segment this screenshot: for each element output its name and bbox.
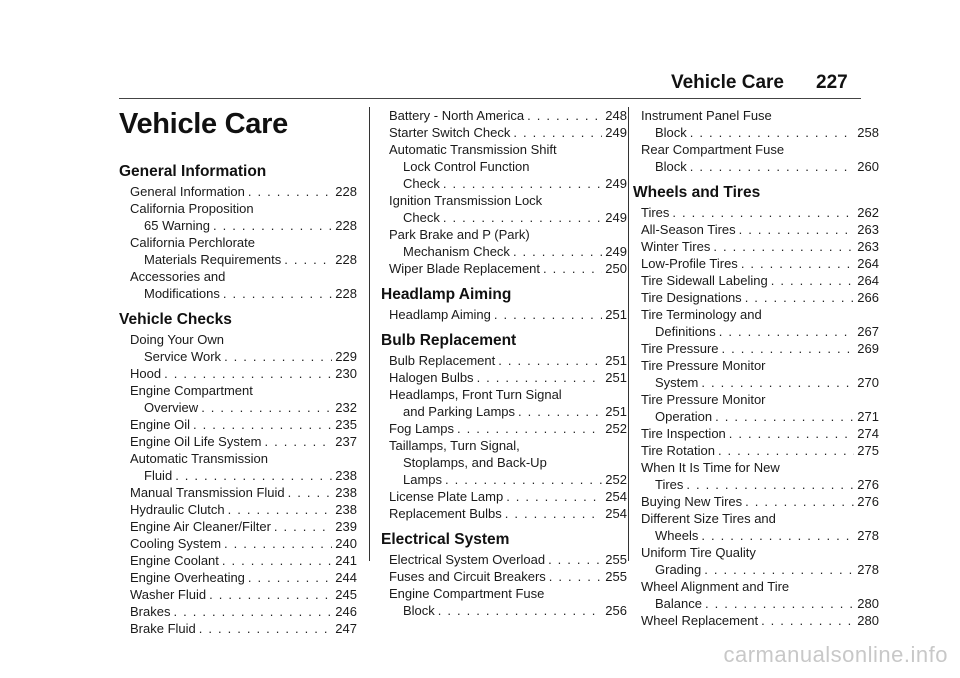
toc-entry-text: Engine Coolant [130,553,219,568]
dot-leader [513,243,602,260]
toc-entry-text: Replacement Bulbs [389,506,502,521]
column-divider-1 [369,107,370,561]
toc-entry-text: California Perchlorate [130,235,256,250]
toc-entry[interactable] [641,204,879,221]
toc-entry[interactable] [641,391,879,425]
dot-leader [248,569,332,586]
toc-entry[interactable] [641,340,879,357]
toc-entry[interactable] [119,603,357,620]
toc-entry-text: Low-Profile Tires [641,256,738,271]
toc-page-number: 228 [335,252,357,267]
toc-entry[interactable] [119,620,357,637]
running-header-title: Vehicle Care [670,72,784,93]
dot-leader [248,183,332,200]
dot-leader [274,518,332,535]
toc-entry-text: Starter Switch Check [389,125,511,140]
toc-entry[interactable] [389,386,627,420]
toc-page-number: 246 [335,604,357,619]
dot-leader [745,493,854,510]
section-title: Wheels and Tires [633,184,761,201]
toc-entry-text: Cooling System [130,536,222,551]
section-title: Vehicle Checks [119,311,232,328]
toc-page-number: 241 [335,553,357,568]
toc-page-number: 255 [605,569,627,584]
section-title: Bulb Replacement [381,332,517,349]
dot-leader [505,505,603,522]
dot-leader [719,323,855,340]
dot-leader [209,586,332,603]
toc-entry-text: Mechanism Check [403,244,510,259]
toc-page-number: 252 [605,472,627,487]
toc-entry-text: Tire Pressure [641,341,719,356]
toc-entry-text: Buying New Tires [641,494,743,509]
toc-page-number: 255 [605,552,627,567]
toc-page-number: 276 [857,477,879,492]
toc-entry-text: Bulb Replacement [389,353,496,368]
toc-entry-text: Block [655,159,687,174]
toc-entry[interactable] [119,268,357,302]
header-divider [119,98,861,99]
toc-entry[interactable] [119,501,357,518]
watermark: carmanualsonline.info [723,642,948,667]
dot-leader [498,352,602,369]
toc-page-number: 229 [335,349,357,364]
toc-entry[interactable] [389,488,627,505]
toc-entry-text: Automatic Transmission Shift [389,142,557,157]
toc-entry-text: Automatic Transmission [130,451,268,466]
toc-entry-text: Headlamp Aiming [389,307,491,322]
dot-leader [771,272,855,289]
toc-page-number: 263 [857,239,879,254]
toc-entry[interactable] [389,260,627,277]
toc-column-3 [633,107,879,629]
toc-page-number: 251 [605,370,627,385]
toc-page-number: 269 [857,341,879,356]
toc-entry-text: Doing Your Own [130,332,224,347]
toc-entry-text: and Parking Lamps [403,404,516,419]
toc-entry-text: Park Brake and P (Park) [389,227,530,242]
toc-entry-text: Brakes [130,604,171,619]
toc-page-number: 247 [335,621,357,636]
dot-leader [729,425,855,442]
dot-leader [549,568,603,585]
toc-entry[interactable] [389,437,627,488]
dot-leader [288,484,333,501]
toc-entry-text: Engine Oil Life System [130,434,262,449]
toc-page-number: 254 [605,506,627,521]
toc-column-2 [381,107,627,619]
toc-entry[interactable] [119,433,357,450]
toc-entry[interactable] [641,544,879,578]
toc-page-number: 274 [857,426,879,441]
dot-leader [701,374,854,391]
toc-page-number: 262 [857,205,879,220]
toc-entry-text: Wiper Blade Replacement [389,261,541,276]
toc-page-number: 251 [605,404,627,419]
toc-entry[interactable] [389,192,627,226]
toc-entry-text: Tire Rotation [641,443,715,458]
section-title: Headlamp Aiming [381,286,512,303]
toc-entry-text: Tire Sidewall Labeling [641,273,768,288]
toc-entry-text: Tire Pressure Monitor [641,358,766,373]
toc-page-number: 264 [857,273,879,288]
toc-entry-text: Definitions [655,324,716,339]
toc-entry-text: Wheels [655,528,699,543]
toc-entry[interactable] [641,442,879,459]
toc-entry-text: Engine Compartment Fuse [389,586,545,601]
dot-leader [705,595,854,612]
dot-leader [718,442,854,459]
toc-entry[interactable] [641,238,879,255]
dot-leader [761,612,854,629]
toc-page-number: 249 [605,125,627,140]
dot-leader [713,238,854,255]
section-title: General Information [119,163,267,180]
dot-leader [739,221,855,238]
toc-entry-text: Fuses and Circuit Breakers [389,569,546,584]
toc-entry[interactable] [389,369,627,386]
toc-page-number: 251 [605,307,627,322]
toc-entry-text: Uniform Tire Quality [641,545,756,560]
toc-page-number: 252 [605,421,627,436]
toc-entry-text: Service Work [144,349,222,364]
toc-entry[interactable] [119,365,357,382]
toc-entry-text: Overview [144,400,199,415]
toc-entry-text: Ignition Transmission Lock [389,193,543,208]
dot-leader [443,175,602,192]
toc-page-number: 275 [857,443,879,458]
toc-entry-text: Rear Compartment Fuse [641,142,785,157]
toc-page-number: 244 [335,570,357,585]
toc-entry[interactable] [641,221,879,238]
toc-entry-text: Block [655,125,687,140]
toc-entry[interactable] [389,585,627,619]
dot-leader [690,158,855,175]
toc-page-number: 249 [605,244,627,259]
dot-leader [228,501,333,518]
toc-entry-text: Brake Fluid [130,621,196,636]
toc-entry-text: Wheel Alignment and Tire [641,579,790,594]
toc-column-1 [119,163,357,637]
toc-page-number: 266 [857,290,879,305]
toc-entry-text: Fluid [144,468,173,483]
dot-leader [690,124,855,141]
toc-entry-text: Materials Requirements [144,252,282,267]
toc-entry[interactable] [641,493,879,510]
toc-entry-text: Engine Air Cleaner/Filter [130,519,271,534]
dot-leader [201,399,332,416]
toc-entry[interactable] [641,510,879,544]
dot-leader [224,348,332,365]
toc-entry[interactable] [119,416,357,433]
toc-entry[interactable] [119,331,357,365]
toc-entry-text: Tire Designations [641,290,742,305]
toc-page-number: 256 [605,603,627,618]
toc-page-number: 260 [857,159,879,174]
toc-page-number: 278 [857,562,879,577]
toc-entry[interactable] [389,551,627,568]
chapter-title: Vehicle Care [119,108,288,140]
toc-entry[interactable] [641,578,879,612]
toc-entry-text: Block [403,603,435,618]
toc-entry-text: Washer Fluid [130,587,207,602]
toc-page-number: 249 [605,176,627,191]
toc-entry-text: Tire Terminology and [641,307,762,322]
dot-leader [438,602,603,619]
toc-entry-text: Different Size Tires and [641,511,776,526]
toc-entry-text: Headlamps, Front Turn Signal [389,387,562,402]
toc-page-number: 237 [335,434,357,449]
toc-entry[interactable] [641,272,879,289]
toc-entry[interactable] [119,552,357,569]
toc-page-number: 232 [335,400,357,415]
dot-leader [457,420,602,437]
toc-entry-text: Engine Overheating [130,570,245,585]
toc-page-number: 280 [857,613,879,628]
toc-page-number: 228 [335,184,357,199]
toc-entry[interactable] [119,586,357,603]
toc-entry-text: Engine Compartment [130,383,253,398]
toc-entry-text: California Proposition [130,201,254,216]
dot-leader [513,124,602,141]
toc-entry[interactable] [389,124,627,141]
dot-leader [672,204,854,221]
toc-entry-text: System [655,375,699,390]
toc-entry[interactable] [119,484,357,501]
toc-entry-text: Hydraulic Clutch [130,502,225,517]
toc-page-number: 278 [857,528,879,543]
toc-entry[interactable] [119,535,357,552]
toc-entry-text: Wheel Replacement [641,613,759,628]
toc-page-number: 264 [857,256,879,271]
toc-entry[interactable] [389,420,627,437]
toc-entry[interactable] [389,306,627,323]
dot-leader [175,467,332,484]
toc-page-number: 248 [605,108,627,123]
toc-entry[interactable] [119,569,357,586]
toc-entry-text: Hood [130,366,162,381]
toc-entry[interactable] [641,107,879,141]
toc-page-number: 254 [605,489,627,504]
toc-entry[interactable] [389,107,627,124]
toc-entry-text: Battery - North America [389,108,525,123]
toc-entry-text: Taillamps, Turn Signal, [389,438,520,453]
toc-page-number: 245 [335,587,357,602]
toc-page-number: 280 [857,596,879,611]
toc-entry-text: When It Is Time for New [641,460,780,475]
dot-leader [224,535,332,552]
toc-entry-text: Engine Oil [130,417,190,432]
toc-entry-text: Manual Transmission Fluid [130,485,285,500]
dot-leader [199,620,333,637]
column-divider-2 [628,107,629,561]
toc-page-number: 249 [605,210,627,225]
toc-entry-text: All-Season Tires [641,222,736,237]
toc-page-number: 238 [335,485,357,500]
dot-leader [284,251,332,268]
toc-entry-text: Tires [655,477,684,492]
toc-page-number: 228 [335,218,357,233]
toc-page-number: 270 [857,375,879,390]
toc-entry[interactable] [119,382,357,416]
toc-entry[interactable] [389,568,627,585]
toc-entry-text: Lock Control Function [403,159,530,174]
toc-entry[interactable] [389,141,627,192]
dot-leader [494,306,602,323]
toc-entry[interactable] [119,183,357,200]
toc-page-number: 228 [335,286,357,301]
toc-page-number: 258 [857,125,879,140]
toc-entry-text: License Plate Lamp [389,489,504,504]
dot-leader [443,209,602,226]
dot-leader [548,551,602,568]
dot-leader [164,365,332,382]
toc-entry[interactable] [389,226,627,260]
toc-entry-text: 65 Warning [144,218,210,233]
dot-leader [543,260,602,277]
toc-entry-text: Instrument Panel Fuse [641,108,772,123]
dot-leader [213,217,332,234]
dot-leader [686,476,854,493]
toc-page-number: 250 [605,261,627,276]
toc-entry[interactable] [119,234,357,268]
dot-leader [265,433,333,450]
toc-page-number: 240 [335,536,357,551]
toc-entry-text: Grading [655,562,702,577]
toc-entry-text: Lamps [403,472,443,487]
toc-page-number: 267 [857,324,879,339]
dot-leader [223,285,332,302]
toc-entry-text: Operation [655,409,713,424]
toc-entry-text: Balance [655,596,702,611]
toc-entry[interactable] [119,450,357,484]
dot-leader [518,403,602,420]
dot-leader [741,255,854,272]
toc-page-number: 271 [857,409,879,424]
toc-page-number: 276 [857,494,879,509]
toc-page-number: 251 [605,353,627,368]
toc-entry[interactable] [641,255,879,272]
dot-leader [527,107,602,124]
toc-entry-text: Tires [641,205,670,220]
toc-entry-text: Stoplamps, and Back-Up [403,455,547,470]
toc-entry[interactable] [641,612,879,629]
dot-leader [506,488,602,505]
dot-leader [701,527,854,544]
toc-page-number: 230 [335,366,357,381]
toc-entry-text: Halogen Bulbs [389,370,474,385]
toc-entry[interactable] [641,306,879,340]
toc-page-number: 239 [335,519,357,534]
toc-entry-text: Electrical System Overload [389,552,546,567]
dot-leader [477,369,603,386]
dot-leader [745,289,855,306]
toc-entry[interactable] [119,518,357,535]
toc-entry-text: Tire Pressure Monitor [641,392,766,407]
toc-entry[interactable] [389,505,627,522]
toc-entry-text: Check [403,210,440,225]
toc-entry[interactable] [641,459,879,493]
toc-entry[interactable] [389,352,627,369]
dot-leader [173,603,332,620]
toc-entry-text: Fog Lamps [389,421,455,436]
dot-leader [722,340,855,357]
dot-leader [445,471,602,488]
dot-leader [704,561,854,578]
toc-entry[interactable] [641,425,879,442]
dot-leader [715,408,854,425]
toc-entry-text: Modifications [144,286,220,301]
toc-entry-text: Winter Tires [641,239,711,254]
dot-leader [193,416,332,433]
dot-leader [222,552,332,569]
section-title: Electrical System [381,531,510,548]
toc-page-number: 238 [335,468,357,483]
toc-page-number: 238 [335,502,357,517]
toc-entry[interactable] [641,141,879,175]
toc-entry-text: Accessories and [130,269,226,284]
toc-entry-text: Check [403,176,440,191]
toc-entry[interactable] [119,200,357,234]
toc-entry[interactable] [641,289,879,306]
toc-entry-text: General Information [130,184,245,199]
toc-page-number: 263 [857,222,879,237]
toc-entry[interactable] [641,357,879,391]
toc-entry-text: Tire Inspection [641,426,726,441]
toc-page-number: 235 [335,417,357,432]
page-number: 227 [816,72,848,93]
